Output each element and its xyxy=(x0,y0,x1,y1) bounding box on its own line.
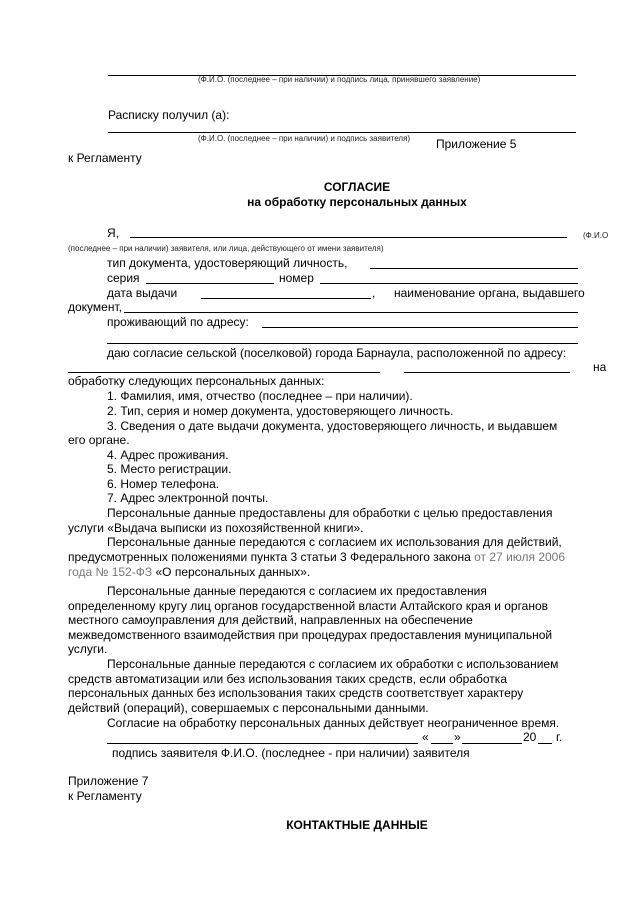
paragraph3-line2: определенному кругу лиц органов государственной власти Алтайского края и органов xyxy=(68,599,549,613)
list-item-2: 2. Тип, серия и номер документа, удостоверяющего личность. xyxy=(107,404,454,418)
appendix7-label: Приложение 7 xyxy=(68,774,149,788)
date-close-quote: » xyxy=(454,730,461,744)
issue-date-field-line xyxy=(201,298,371,299)
day-field-line xyxy=(431,743,453,744)
signature-field-line xyxy=(107,743,418,744)
fio-note-right: (Ф.И.О xyxy=(583,231,609,240)
paragraph3-line4: межведомственного взаимодействия при процедурах предоставления муниципальной xyxy=(68,628,553,642)
consent-subtitle: на обработку персональных данных xyxy=(247,195,467,209)
law-number: года № 152-ФЗ xyxy=(68,565,153,579)
year-suffix: г. xyxy=(556,730,563,744)
signature-line-applicant xyxy=(108,132,576,133)
year-prefix: 20 xyxy=(523,730,537,744)
i-label: Я, xyxy=(107,226,119,240)
year-field-line xyxy=(538,743,552,744)
doc-type-label: тип документа, удостоверяющий личность, xyxy=(107,256,348,270)
receiver-caption: (Ф.И.О. (последнее – при наличии) и подпись лица, принявшего заявление) xyxy=(198,75,481,84)
contacts-title: КОНТАКТНЫЕ ДАННЫЕ xyxy=(286,818,428,832)
list-item-7: 7. Адрес электронной почты. xyxy=(107,491,269,505)
issue-date-label: дата выдачи xyxy=(107,286,178,300)
applicant-caption: (Ф.И.О. (последнее – при наличии) и подпись заявителя) xyxy=(198,134,411,143)
law-date: от 27 июля 2006 xyxy=(474,550,566,564)
org-address-line-1 xyxy=(68,372,380,373)
fio-note-line: (последнее – при наличии) заявителя, или лица, действующего от имени заявителя) xyxy=(68,244,384,253)
reglament-label: к Регламенту xyxy=(68,151,142,165)
paragraph3-line1: Персональные данные передаются с согласием их предоставления xyxy=(107,584,487,598)
signature-caption: подпись заявителя Ф.И.О. (последнее - при наличии) заявителя xyxy=(112,746,470,760)
law-title: «О персональных данных». xyxy=(155,565,311,579)
list-item-6: 6. Номер телефона. xyxy=(107,477,220,491)
paragraph2-line3 xyxy=(68,565,310,580)
document-label: документ, xyxy=(68,300,122,314)
paragraph3-line5: услуги. xyxy=(68,642,108,656)
issuer-label: наименование органа, выдавшего xyxy=(394,286,585,300)
list-item-4: 4. Адрес проживания. xyxy=(107,448,229,462)
paragraph2-line1: Персональные данные передаются с согласием их использования для действий, xyxy=(107,535,562,549)
appendix7-reglament: к Регламенту xyxy=(68,789,142,803)
list-item-1: 1. Фамилия, имя, отчество (последнее – при наличии). xyxy=(107,389,413,403)
paragraph4-line3: персональных данных без использования таких средств соответствует характеру xyxy=(68,686,524,700)
consent-title: СОГЛАСИЕ xyxy=(323,180,391,194)
paragraph2-line2 xyxy=(68,550,565,565)
address-label: проживающий по адресу: xyxy=(107,315,249,329)
appendix5-label: Приложение 5 xyxy=(436,137,517,151)
paragraph1-line2: услуги «Выдача выписки из похозяйственной книги». xyxy=(68,521,364,535)
fio-field-line xyxy=(130,237,567,238)
month-field-line xyxy=(462,743,522,744)
issuer-field-line xyxy=(124,312,578,313)
paragraph3-line3: местного самоуправления для действий, направленных на обеспечение xyxy=(68,613,473,627)
doc-type-field-line xyxy=(370,268,578,269)
paragraph4-line1: Персональные данные передаются с согласием их обработки с использованием xyxy=(107,657,559,671)
number-field-line xyxy=(320,283,578,284)
paragraph4-line4: действий (операций), совершаемых с персональными данными. xyxy=(68,701,429,715)
paragraph4-line2: средств автоматизации или без использования таких средств, если обработка xyxy=(68,672,507,686)
address-field-line xyxy=(262,327,578,328)
give-consent-text: даю согласие сельской (поселковой) города Барнаула, расположенной по адресу: xyxy=(107,346,567,360)
org-address-line-2 xyxy=(404,372,570,373)
date-open-quote: « xyxy=(422,730,429,744)
list-item-3: 3. Сведения о дате выдачи документа, удостоверяющего личность, и выдавшем xyxy=(107,419,558,433)
number-label: номер xyxy=(279,271,314,285)
list-item-5: 5. Место регистрации. xyxy=(107,462,232,476)
receipt-label: Расписку получил (а): xyxy=(108,108,230,122)
comma-after-date: , xyxy=(372,286,376,300)
na-label: на xyxy=(593,360,607,374)
series-label: серия xyxy=(107,271,140,285)
address-field-line-2 xyxy=(107,343,578,344)
paragraph1-line1: Персональные данные предоставлены для обработки с целью предоставления xyxy=(107,506,553,520)
processing-label: обработку следующих персональных данных: xyxy=(68,374,325,388)
series-field-line xyxy=(146,283,274,284)
validity-text: Согласие на обработку персональных данных действует неограниченное время. xyxy=(107,716,560,730)
list-item-3-cont: его органе. xyxy=(68,433,130,447)
paragraph2-line2-text: предусмотренных положениями пункта 3 статьи 3 Федерального закона xyxy=(68,550,471,564)
